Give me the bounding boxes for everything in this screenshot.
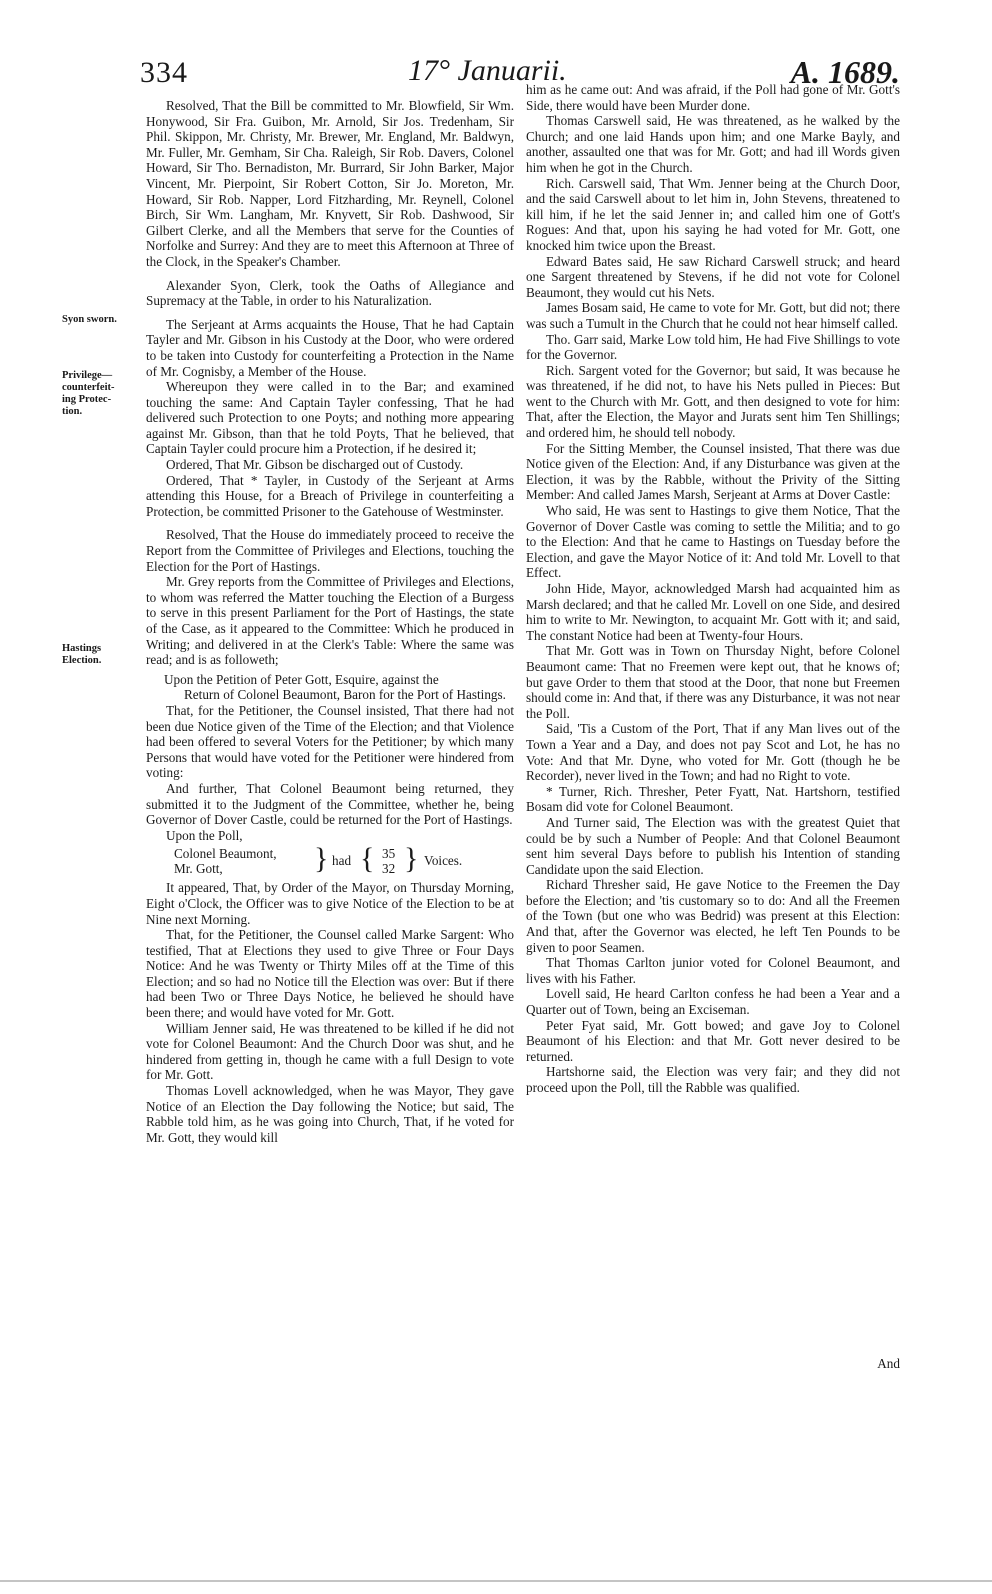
paragraph-custom-of-port: Said, 'Tis a Custom of the Port, That if any Man lives out of the Town a Year and a Day, and does not pay Scot and Lot, he has no Vote: And that Mr. Dyne, who voted for Mr. Gott (though he be Recorder), never lived in the Town; and had no Right to vote. bbox=[526, 721, 900, 784]
paragraph-hastings-resolution: Resolved, That the House do immediately proceed to receive the Report from the Committee of Privileges and Elections, touching the Election for the Port of Hastings. bbox=[146, 527, 514, 574]
poll-candidate-gott: Mr. Gott, bbox=[174, 861, 223, 877]
paragraph-tho-garr: Tho. Garr said, Marke Low told him, He had Five Shillings to vote for the Governor. bbox=[526, 331, 900, 363]
petition-heading-line1: Upon the Petition of Peter Gott, Esquire, against the bbox=[164, 671, 439, 687]
paragraph-serjeant-report: The Serjeant at Arms acquaints the House, That he had Captain Tayler and Mr. Gibson in his Custody at the Door, who were ordered to be taken into Custody for counterfeiting a Protection in the Name of Mr. Cognisby, a Member of the House. bbox=[146, 316, 514, 379]
paragraph-john-hide: John Hide, Mayor, acknowledged Marsh had acquainted him as Marsh declared; and that he called Mr. Lovell on one Side, and desired him to write to Mr. Newington, to acquaint Mr. Gott with it; and said, The constant Notice had been at Twenty-four Hours. bbox=[526, 581, 900, 643]
poll-had: had bbox=[332, 853, 352, 869]
paragraph-edward-bates: Edward Bates said, He saw Richard Carswell struck; and heard one Sargent threatened by Stevens, if he did not vote for Colonel Beaumont, they would cut his Nets. bbox=[526, 253, 900, 300]
poll-votes-gott: 32 bbox=[382, 861, 396, 877]
poll-votes-beaumont: 35 bbox=[382, 846, 396, 862]
poll-table bbox=[146, 844, 514, 878]
poll-voices: Voices. bbox=[424, 853, 463, 869]
margin-note-line: Hastings bbox=[62, 643, 102, 654]
paragraph-further: And further, That Colonel Beaumont being returned, they submitted it to the Judgment of the Committee, whether he, being Governor of Dover Castle, could be returned for the Port of Hastings. bbox=[146, 780, 514, 828]
paragraph-carlton: That Thomas Carlton junior voted for Colonel Beaumont, and lives with his Father. bbox=[526, 955, 900, 986]
paragraph-continued: him as he came out: And was afraid, if the Poll had gone of Mr. Gott's Side, there would have been Murder done. bbox=[526, 82, 900, 113]
paragraph-rich-carswell: Rich. Carswell said, That Wm. Jenner being at the Church Door, and the said Carswell about to let him in, John Stevens, threatened to kill him, if he let the said Jenner in; and called him one of Gott's Rogues: And that, upon his saying he had voted for Mr. Gott, one knocked him twice upon the Breast. bbox=[526, 175, 900, 253]
paragraph-upon-poll: Upon the Poll, bbox=[166, 827, 243, 843]
paragraph-gott-in-town: That Mr. Gott was in Town on Thursday Night, before Colonel Beaumont came: That no Freemen were kept out, that he knows of; but gave Order to them that stood at the Door, that none but Freemen should come in: And that, if there was any Disturbance, it was not near the Poll. bbox=[526, 643, 900, 721]
paragraph-petitioner-counsel: That, for the Petitioner, the Counsel insisted, That there had not been due Notice given of the Time of the Election; and that Violence had been offered to several Voters for the Petitioner; by which many Persons that would have voted for the Petitioner were hindered from voting: bbox=[146, 702, 514, 781]
poll-brace-left: } bbox=[314, 842, 329, 876]
right-column bbox=[526, 82, 900, 1096]
running-year: A. 1689. bbox=[790, 54, 900, 90]
paragraph-examination: Whereupon they were called in to the Bar; and examined touching the same: And Captain Tayler confessing, That he had delivered such Protection to one Poyts; and nothing more appearing against Mr. Gibson, than that he told Poyts, That he believed, that Captain Tayler could procure him a Protection, if he desired it; bbox=[146, 379, 514, 457]
paragraph-marsh: Who said, He was sent to Hastings to give them Notice, That the Governor of Dover Castle was coming to settle the Militia; and to go to the Election: And that he came to Hastings on Tuesday before the Election, and gave the Mayor Notice of it: And told Mr. Lovell to that Effect. bbox=[526, 503, 900, 581]
poll-candidate-beaumont: Colonel Beaumont, bbox=[174, 846, 277, 862]
paragraph-rich-sargent: Rich. Sargent voted for the Governor; but said, It was because he was threatened, if he did not, to have his Nets pulled in Pieces: But went to the Church with Mr. Gott, and then designed to vote for him: That, after the Election, the Mayor and Jurats sent him Ten Shillings; and ordered him, he should tell nobody. bbox=[526, 362, 900, 441]
page-number: 334 bbox=[140, 56, 188, 89]
margin-note-line: tion. bbox=[62, 406, 83, 417]
catchword: And bbox=[877, 1356, 900, 1371]
margin-note-line: Privilege— bbox=[62, 370, 113, 381]
running-date: 17° Januarii. bbox=[408, 54, 567, 87]
paragraph-syon-oath: Alexander Syon, Clerk, took the Oaths of Allegiance and Supremacy at the Table, in order to his Naturalization. bbox=[146, 277, 514, 309]
poll-brace-close: } bbox=[404, 842, 419, 876]
paragraph-lovell: Thomas Lovell acknowledged, when he was Mayor, They gave Notice of an Election the Day following the Notice; but said, The Rabble told him, as he was going into Church, That, if he voted for Mr. Gott, they would kill bbox=[146, 1083, 514, 1145]
paragraph-order-tayler: Ordered, That * Tayler, in Custody of the Serjeant at Arms attending this House, for a Breach of Privilege in counterfeiting a Protection, be committed Prisoner to the Gatehouse of Westminster. bbox=[146, 472, 514, 519]
paragraph-grey-report: Mr. Grey reports from the Committee of Privileges and Elections, to whom was referred the Matter touching the Election of a Burgess to serve in this present Parliament for the Port of Hastings, the state of the Case, as it appeared to the Committee: Which he produced in Writing; and delivered in at the Clerk's Table: Where the same was read; and is as followeth; bbox=[146, 574, 514, 668]
left-column bbox=[146, 98, 514, 1145]
petition-heading-line2: Return of Colonel Beaumont, Baron for the Port of Hastings. bbox=[184, 687, 506, 703]
paragraph-lovell-carlton: Lovell said, He heard Carlton confess he had been a Year and a Quarter out of Town, being an Exciseman. bbox=[526, 986, 900, 1018]
margin-note-hastings bbox=[62, 643, 101, 667]
paragraph-jenner: William Jenner said, He was threatened to be killed if he did not vote for Colonel Beaumont: And the Church Door was shut, and he hindered from getting in, though he came with a full Design to vote for Mr. Gott. bbox=[146, 1020, 514, 1083]
paragraph-thomas-carswell: Thomas Carswell said, He was threatened, as he walked by the Church; and one laid Hands upon him; and one Marke Bayly, and another, assaulted one that was for Mr. Gott; and had ill Words given him when he got in the Church. bbox=[526, 113, 900, 175]
paragraph-order-gibson: Ordered, That Mr. Gibson be discharged out of Custody. bbox=[166, 457, 464, 473]
paragraph-sargent: That, for the Petitioner, the Counsel called Marke Sargent: Who testified, That at Elections they used to give Three or Four Days Notice: And he was Twenty or Thirty Miles off at the Time of this Election; and so had no Notice till the Election was over: But if there had been Two or Three Days Notice, he believed he should have been there; and would have voted for Mr. Gott. bbox=[146, 927, 514, 1021]
margin-note-line: counterfeit- bbox=[62, 382, 115, 393]
poll-brace-right: { bbox=[360, 842, 375, 876]
margin-note-line: Election. bbox=[62, 655, 102, 666]
paragraph-witnesses: * Turner, Rich. Thresher, Peter Fyatt, Nat. Hartshorn, testified Bosam did vote for Colonel Beaumont. bbox=[526, 783, 900, 815]
paragraph-james-bosam: James Bosam said, He came to vote for Mr. Gott, but did not; there was such a Tumult in the Church that he could not hear himself called. bbox=[526, 300, 900, 331]
margin-note-syon-text: Syon sworn. bbox=[62, 314, 117, 325]
paragraph-mayor-order: It appeared, That, by Order of the Mayor, on Thursday Morning, Eight o'Clock, the Officer was to give Notice of the Election to be at Nine next Morning. bbox=[146, 880, 514, 927]
paragraph-turner: And Turner said, The Election was with the greatest Quiet that could be by such a Number of People: And that Colonel Beaumont sent him several Days before to publish his Intention of standing Candidate upon the said Election. bbox=[526, 814, 900, 877]
paragraph-hartshorne: Hartshorne said, the Election was very fair; and they did not proceed upon the Poll, till the Rabble was qualified. bbox=[526, 1064, 900, 1095]
paragraph-peter-fyat: Peter Fyat said, Mr. Gott bowed; and gave Joy to Colonel Beaumont of his Election: and that Mr. Gott never desired to be returned. bbox=[526, 1017, 900, 1064]
paragraph-committal: Resolved, That the Bill be committed to Mr. Blowfield, Sir Wm. Honywood, Sir Fra. Guibon, Mr. Arnold, Sir Jos. Tredenham, Sir Phil. Skippon, Mr. Christy, Mr. Brewer, Mr. England, Mr. Baldwyn, Mr. Fuller, Mr. Gemham, Sir Cha. Raleigh, Sir Rob. Davers, Colonel Howard, Sir Tho. Bernadiston, Mr. Burrard, Sir John Barker, Major Vincent, Mr. Pierpoint, Sir Robert Cotton, Sir Jo. Moreton, Mr. Howard, Sir Rob. Napper, Lord Fitzharding, Mr. Reynell, Colonel Birch, Sir Wm. Langham, Mr. Knyvett, Sir Rob. Dashwood, Sir Gilbert Clerke, and all the Members that serve for the Counties of Norfolke and Surrey: And they are to meet this Afternoon at Three of the Clock, in the Speaker's Chamber. bbox=[146, 98, 514, 269]
paragraph-sitting-member: For the Sitting Member, the Counsel insisted, That there was due Notice given of the Election: And, if any Disturbance was given at the Election, it was by the Rabble, without the Privity of the Sitting Member: And called James Marsh, Serjeant at Arms at Dover Castle: bbox=[526, 440, 900, 503]
paragraph-thresher: Richard Thresher said, He gave Notice to the Freemen the Day before the Election; and 'tis customary so to do: And all the Freemen of the Town (but one who was Bedrid) was present at this Election: And that, after the Governor was elected, he left Ten Pounds to be given to poor Seamen. bbox=[526, 877, 900, 955]
margin-note-privilege bbox=[62, 370, 114, 418]
margin-note-syon bbox=[62, 314, 117, 326]
page-edge-rule bbox=[0, 1580, 992, 1582]
margin-note-line: ing Protec- bbox=[62, 394, 112, 405]
